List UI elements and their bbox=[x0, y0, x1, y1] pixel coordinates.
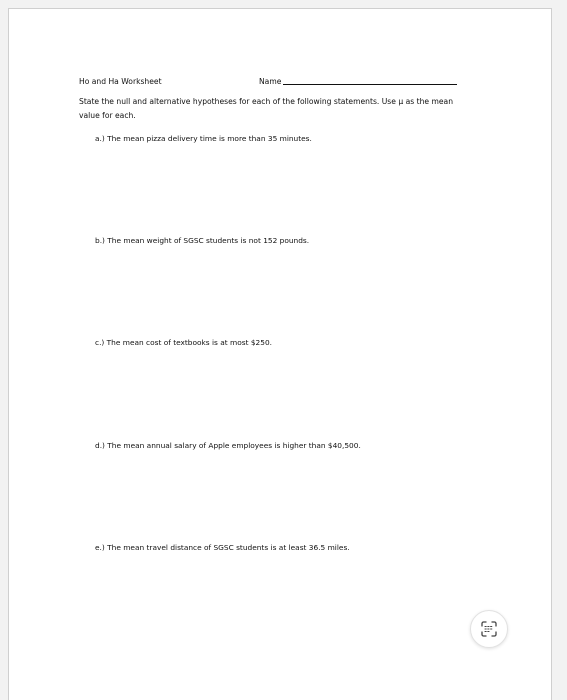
question-d: d.) The mean annual salary of Apple employees is higher than $40,500. bbox=[95, 441, 361, 450]
worksheet-title: Ho and Ha Worksheet bbox=[79, 77, 162, 86]
name-field bbox=[259, 77, 457, 86]
live-text-button[interactable] bbox=[470, 610, 508, 648]
question-b: b.) The mean weight of SGSC students is not 152 pounds. bbox=[95, 236, 310, 245]
worksheet-header bbox=[79, 77, 479, 91]
question-e: e.) The mean travel distance of SGSC students is at least 36.5 miles. bbox=[95, 543, 350, 552]
text-scan-icon bbox=[480, 620, 498, 638]
name-blank-line bbox=[283, 84, 457, 85]
name-label: Name bbox=[259, 77, 282, 86]
question-a: a.) The mean pizza delivery time is more than 35 minutes. bbox=[95, 134, 312, 143]
question-c: c.) The mean cost of textbooks is at most $250. bbox=[95, 338, 273, 347]
instructions-text: State the null and alternative hypotheses for each of the following statements. Use μ as the mean value for each. bbox=[79, 97, 454, 120]
